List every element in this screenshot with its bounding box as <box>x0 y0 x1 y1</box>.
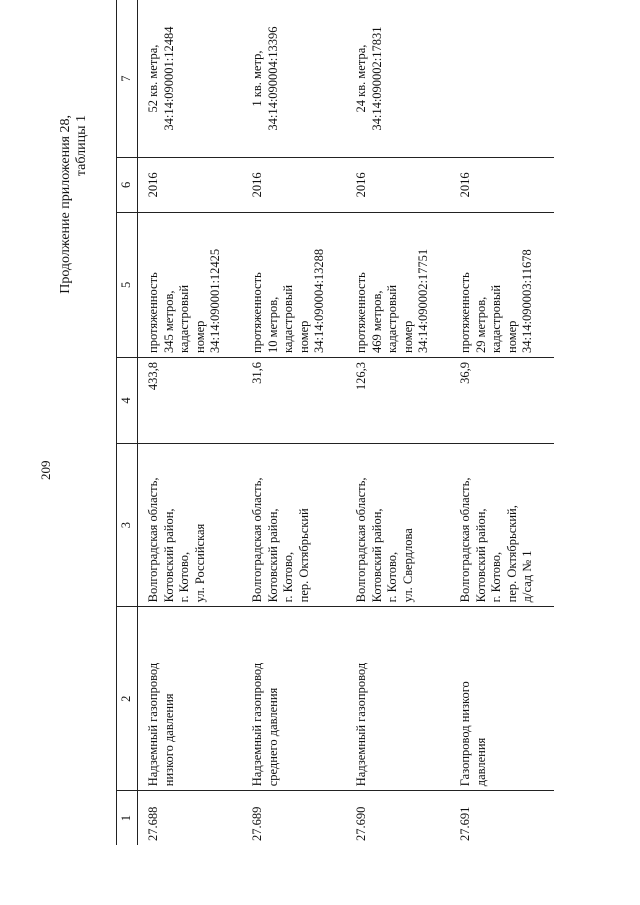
cell-address-line: Котовский район, <box>369 508 384 603</box>
cell-land-plot <box>242 0 346 158</box>
cell-address-line: Волгоградская область, <box>354 477 368 603</box>
cell-land-plot <box>346 0 450 158</box>
cell-description-line: 29 метров, <box>473 296 488 353</box>
cell-description-line: номер <box>192 320 207 353</box>
cell-address-line: д/сад № 1 <box>520 550 534 603</box>
cell-address-line: Котовский район, <box>161 508 176 603</box>
cell-address-line: Волгоградская область, <box>250 477 264 603</box>
cell-land-plot <box>138 0 243 158</box>
cell-description-line: 34:14:090002:17751 <box>416 248 430 353</box>
table-row <box>346 0 450 845</box>
cell-number: 27.689 <box>250 806 264 841</box>
cell-address-line: г. Котово, <box>489 551 503 603</box>
cell-address-line: Котовский район, <box>473 508 488 603</box>
cell-address-line: Волгоградская область, <box>458 477 472 603</box>
cell-address-line: пер. Октябрьский <box>296 508 311 603</box>
cell-number: 27.690 <box>354 806 368 841</box>
cell-object-name <box>346 607 450 791</box>
cell-value: 126,3 <box>346 357 450 443</box>
cell-land-plot-line: 24 кв. метра, <box>354 44 368 113</box>
continuation-line-1: Продолжение приложения 28, <box>58 115 73 294</box>
cell-description <box>450 212 554 357</box>
cell-description-line: номер <box>296 320 311 353</box>
cell-description-line: номер <box>504 320 519 353</box>
cell-address-line: ул. Свердлова <box>400 528 415 603</box>
cell-land-plot-line: 52 кв. метра, <box>146 44 160 113</box>
cell-value: 31,6 <box>242 357 346 443</box>
column-header: 6 <box>117 158 138 213</box>
table-row <box>138 0 243 845</box>
cell-number: 27.688 <box>146 806 160 841</box>
cell-land-plot-line: 34:14:090004:13396 <box>265 26 280 131</box>
cell-year: 2016 <box>138 158 243 213</box>
column-header: 4 <box>117 357 138 443</box>
table-header-row <box>117 0 138 845</box>
cell-description-line: кадастровый <box>177 284 191 353</box>
table-row <box>450 0 554 845</box>
cell-year: 2016 <box>450 158 554 213</box>
cell-object-name <box>138 607 243 791</box>
page-number: 209 <box>38 460 53 480</box>
cell-object-name-line: низкого давления <box>161 693 176 787</box>
cell-value: 433,8 <box>138 357 243 443</box>
cell-address <box>346 443 450 606</box>
cell-address-line: ул. Российская <box>192 523 207 603</box>
cell-address-line: г. Котово, <box>385 551 399 603</box>
cell-object-name-line: давления <box>473 737 488 787</box>
column-header: 1 <box>117 791 138 845</box>
cell-address-line: г. Котово, <box>177 551 191 603</box>
column-header: 2 <box>117 607 138 791</box>
cell-description-line: 10 метров, <box>265 296 280 353</box>
cell-description-line: кадастровый <box>385 284 399 353</box>
cell-object-name-line: среднего давления <box>265 687 280 787</box>
cell-address <box>138 443 243 606</box>
cell-description <box>346 212 450 357</box>
cell-description <box>242 212 346 357</box>
cell-description-line: протяженность <box>354 272 368 353</box>
cell-address-line: Котовский район, <box>265 508 280 603</box>
cell-address <box>450 443 554 606</box>
cell-description-line: протяженность <box>250 272 264 353</box>
cell-year: 2016 <box>346 158 450 213</box>
cell-description-line: протяженность <box>146 272 160 353</box>
cell-object-name-line: Газопровод низкого <box>458 681 472 787</box>
cell-description-line: кадастровый <box>281 284 295 353</box>
cell-object-name-line: Надземный газопровод <box>250 662 264 787</box>
cell-description-line: кадастровый <box>489 284 503 353</box>
cell-description-line: номер <box>400 320 415 353</box>
continuation-line-2: таблицы 1 <box>74 115 89 177</box>
cell-object-name-line: Надземный газопровод <box>146 662 160 787</box>
register-table <box>116 0 554 845</box>
cell-address-line: Волгоградская область, <box>146 477 160 603</box>
cell-object-name <box>242 607 346 791</box>
cell-land-plot-line: 1 кв. метр, <box>250 50 264 107</box>
column-header: 5 <box>117 212 138 357</box>
cell-object-name-line: Надземный газопровод <box>354 662 368 787</box>
cell-description-line: 34:14:090001:12425 <box>208 248 222 353</box>
cell-description-line: 34:14:090003:11678 <box>520 249 534 353</box>
cell-value: 36,9 <box>450 357 554 443</box>
cell-year: 2016 <box>242 158 346 213</box>
cell-object-name <box>450 607 554 791</box>
cell-address <box>242 443 346 606</box>
table-row <box>242 0 346 845</box>
cell-number: 27.691 <box>458 806 472 841</box>
cell-land-plot <box>450 0 554 158</box>
column-header: 3 <box>117 443 138 606</box>
cell-description-line: 34:14:090004:13288 <box>312 248 326 353</box>
cell-description <box>138 212 243 357</box>
cell-land-plot-line: 34:14:090001:12484 <box>161 26 176 131</box>
column-header: 7 <box>117 0 138 158</box>
cell-description-line: 469 метров, <box>369 290 384 353</box>
cell-description-line: протяженность <box>458 272 472 353</box>
cell-address-line: г. Котово, <box>281 551 295 603</box>
cell-description-line: 345 метров, <box>161 290 176 353</box>
continuation-heading <box>58 115 90 294</box>
cell-address-line: пер. Октябрьский, <box>504 505 519 603</box>
cell-land-plot-line: 34:14:090002:17831 <box>369 26 384 131</box>
